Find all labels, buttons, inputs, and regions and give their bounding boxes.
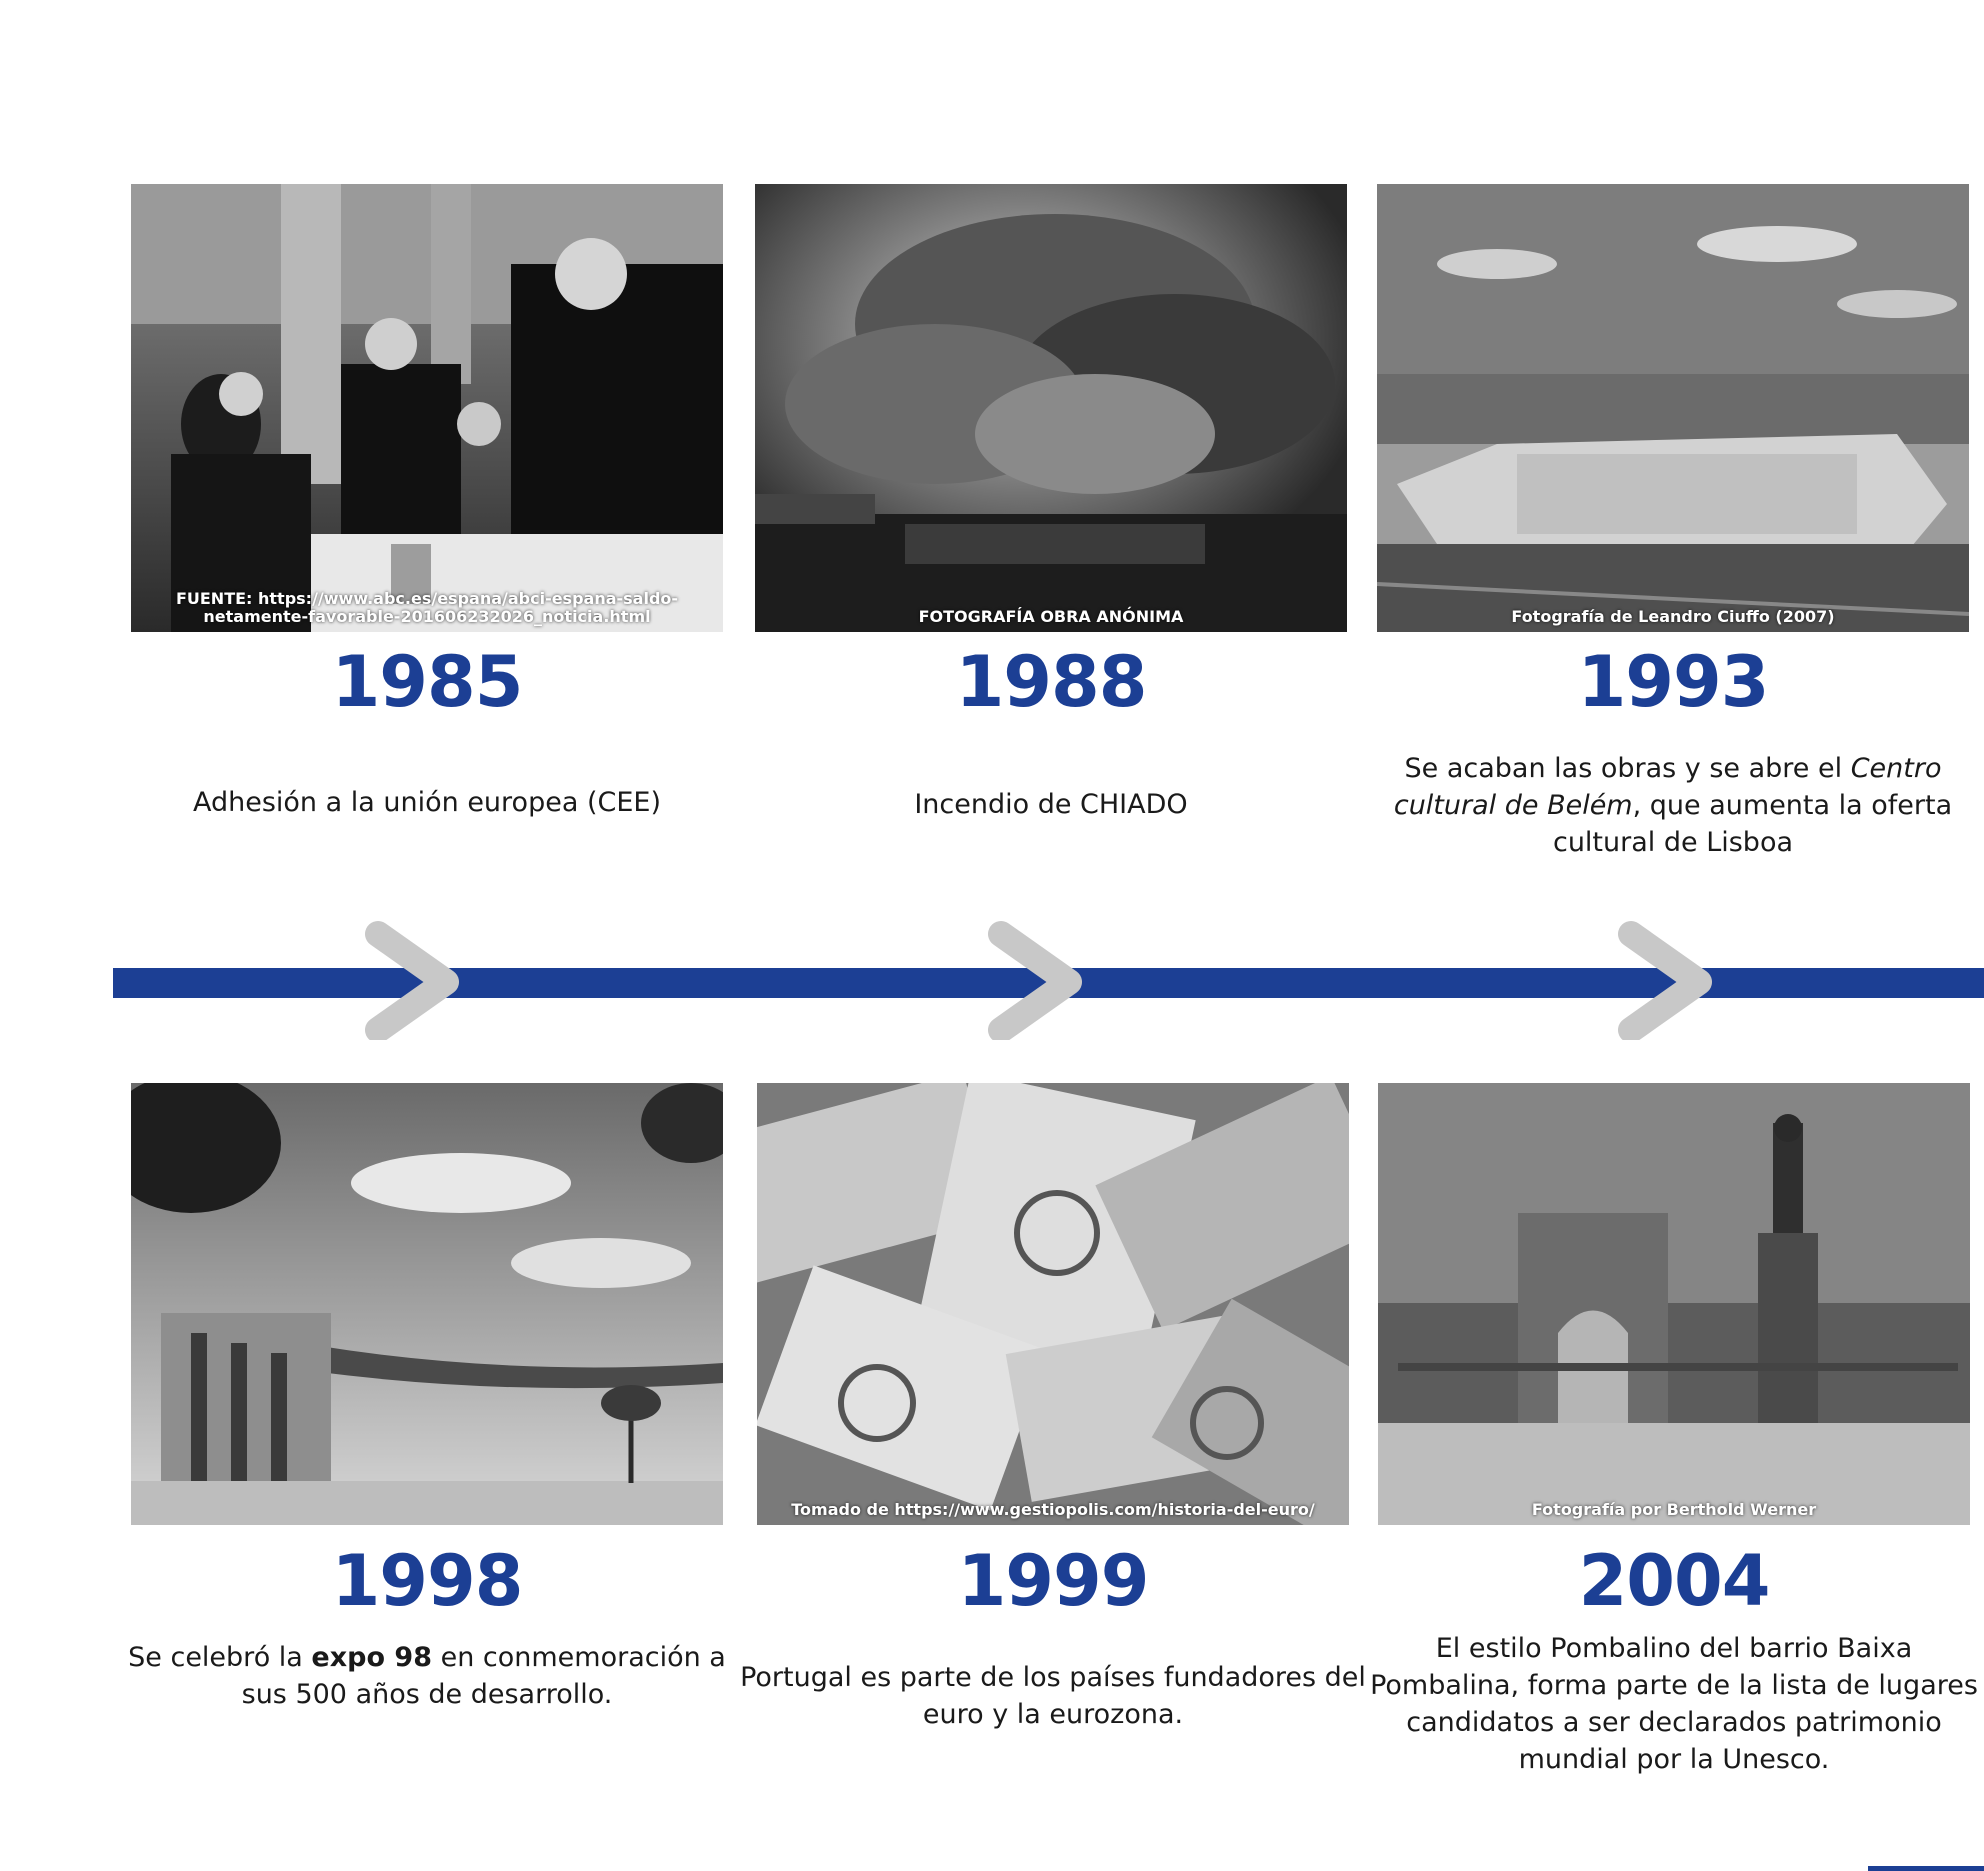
event-card-2004 (1370, 1083, 1978, 1775)
description-text: , que aumenta la oferta cultural de Lisboa (1552, 790, 1953, 858)
description-italic: Centro cultural de Belém (1393, 753, 1942, 821)
event-year: 1999 (957, 1540, 1149, 1622)
description-text: Adhesión a la unión europea (CEE) (192, 787, 661, 818)
event-card-1993 (1377, 184, 1969, 858)
description-text: en conmemoración a sus 500 años de desarrollo. (241, 1642, 726, 1710)
event-description (1357, 750, 1984, 861)
event-description (111, 784, 743, 821)
description-text: Se celebró la (128, 1642, 312, 1673)
event-card-1998 (128, 1083, 726, 1710)
event-description (111, 1639, 743, 1713)
description-text: Portugal es parte de los países fundadores del euro y la eurozona. (740, 1662, 1366, 1730)
event-year: 1988 (955, 641, 1147, 723)
event-card-1988 (755, 184, 1347, 820)
event-year: 1993 (1577, 641, 1769, 723)
event-card-1999 (740, 1083, 1366, 1730)
description-text: El estilo Pombalino del barrio Baixa Pombalina, forma parte de la lista de lugares candidatos a ser declarados patrimonio mundial por la Unesco. (1370, 1633, 1978, 1775)
photo-credit: Fotografía de Leandro Ciuffo (2007) (1511, 607, 1835, 626)
event-year: 1998 (331, 1540, 523, 1622)
event-year: 1985 (331, 641, 523, 723)
photo-chiado-fire (755, 184, 1347, 632)
photo-credit: FUENTE: https://www.abc.es/espana/abci-espana-saldo-netamente-favorable-201606232026_noticia.html (175, 589, 679, 626)
photo-expo-98-pavilion (131, 1083, 723, 1525)
photo-credit: Tomado de https://www.gestiopolis.com/historia-del-euro/ (791, 1500, 1315, 1519)
photo-praca-do-comercio (1378, 1083, 1970, 1525)
description-text: Se acaban las obras y se abre el (1404, 753, 1851, 784)
description-text: Incendio de CHIADO (914, 789, 1188, 820)
event-description (735, 786, 1367, 823)
event-description (737, 1659, 1369, 1733)
event-description (1358, 1630, 1984, 1778)
event-card-1985 (131, 184, 723, 818)
photo-credit: Fotografía por Berthold Werner (1531, 1500, 1817, 1519)
photo-treaty-signing (131, 184, 723, 632)
photo-belem-cultural-center (1377, 184, 1969, 632)
event-year: 2004 (1578, 1540, 1770, 1622)
corner-accent-bar (1868, 1866, 1984, 1871)
photo-credit: FOTOGRAFÍA OBRA ANÓNIMA (918, 607, 1184, 626)
timeline (0, 920, 1984, 1040)
description-bold: expo 98 (311, 1642, 432, 1673)
photo-euro-banknotes (757, 1083, 1349, 1525)
